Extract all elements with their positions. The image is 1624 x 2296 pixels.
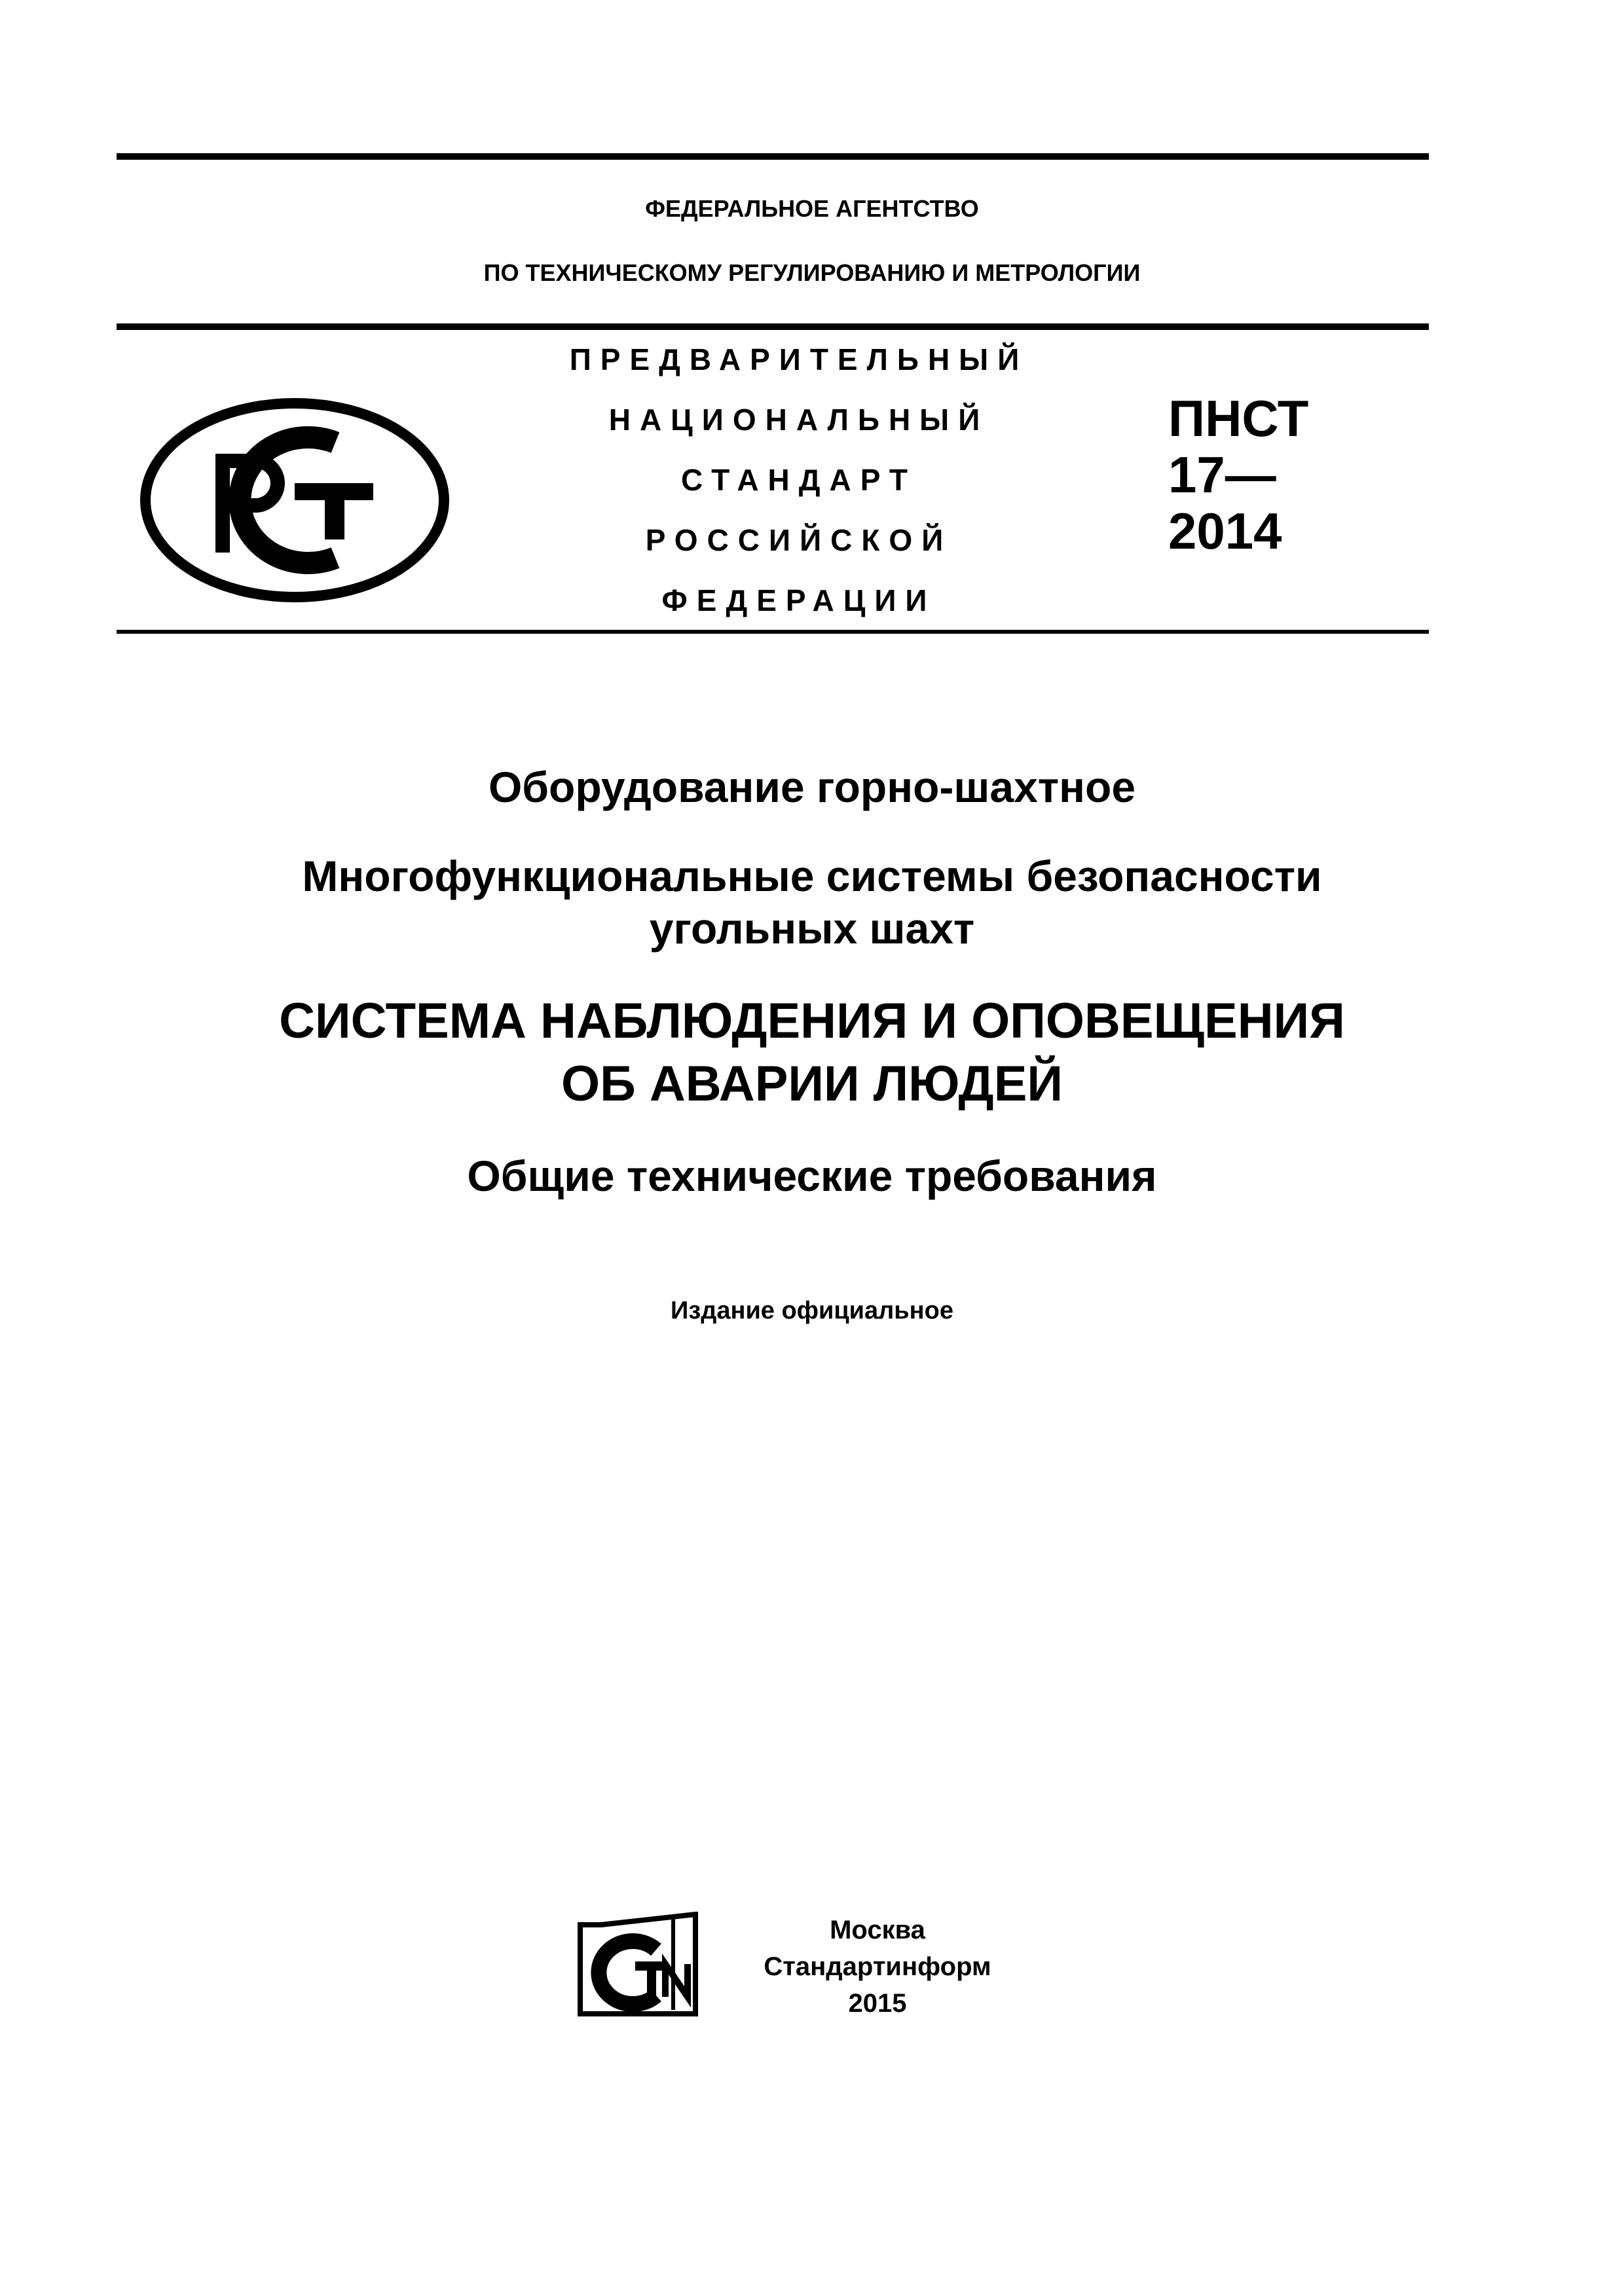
title-line-2: Многофункциональные системы безопасности угольных шахт xyxy=(302,852,1322,953)
standard-kind-line: СТАНДАРТ xyxy=(681,463,917,497)
title-line-3: СИСТЕМА НАБЛЮДЕНИЯ И ОПОВЕЩЕНИЯ ОБ АВАРИИ ЛЮДЕЙ xyxy=(279,993,1345,1112)
title-line-4: Общие технические требования xyxy=(467,1152,1157,1200)
standartinform-logo-icon xyxy=(575,1912,706,2019)
standard-number-line-2: 17— xyxy=(1168,446,1276,503)
imprint-publisher: Стандартинформ xyxy=(764,1952,991,1981)
bottom-rule xyxy=(117,630,1429,634)
standard-kind-line: РОССИЙСКОЙ xyxy=(645,523,953,557)
standard-kind-line: ПРЕДВАРИТЕЛЬНЫЙ xyxy=(569,342,1029,376)
top-rule xyxy=(117,153,1429,160)
agency-name-line-1: ФЕДЕРАЛЬНОЕ АГЕНТСТВО xyxy=(645,195,979,222)
standard-number xyxy=(1168,390,1308,559)
middle-rule xyxy=(117,323,1429,330)
agency-name-line-2: ПО ТЕХНИЧЕСКОМУ РЕГУЛИРОВАНИЮ И МЕТРОЛОГИИ xyxy=(483,259,1141,286)
title-line-1: Оборудование горно-шахтное xyxy=(488,763,1136,811)
standard-number-line-3: 2014 xyxy=(1168,502,1282,560)
imprint xyxy=(733,1912,1022,2022)
standard-kind-line: ФЕДЕРАЦИИ xyxy=(661,583,936,617)
edition-label: Издание официальное xyxy=(671,1297,953,1324)
imprint-year: 2015 xyxy=(848,1989,907,2018)
imprint-city: Москва xyxy=(830,1916,925,1944)
standard-number-line-1: ПНСТ xyxy=(1168,390,1309,447)
standard-kind-line: НАЦИОНАЛЬНЫЙ xyxy=(608,403,989,437)
gost-r-logo-icon xyxy=(139,397,451,604)
